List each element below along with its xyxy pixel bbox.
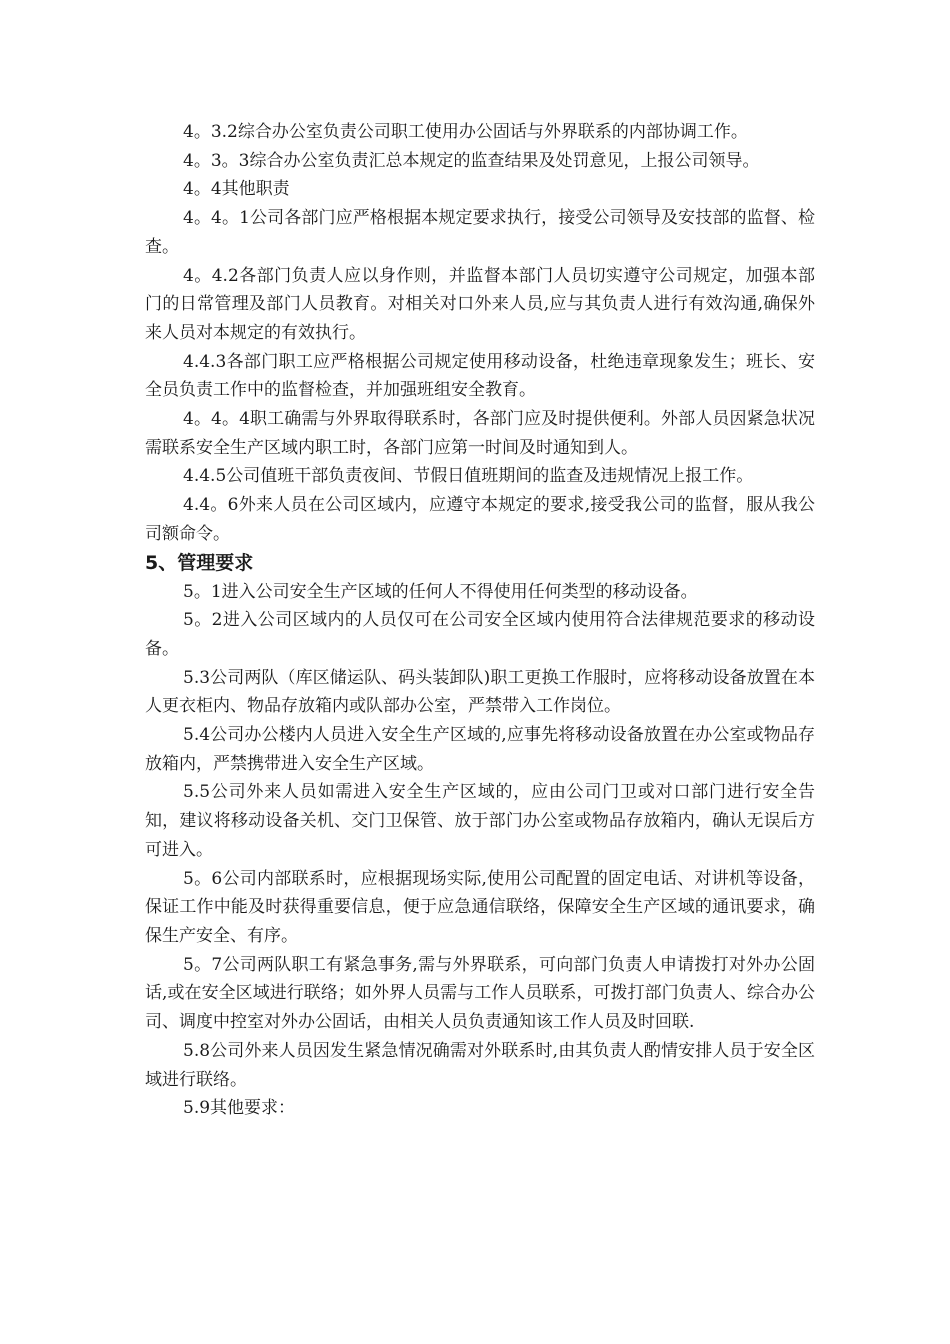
- paragraph-5-2: 5。2进入公司区域内的人员仅可在公司安全区域内使用符合法律规范要求的移动设备。: [145, 610, 815, 659]
- document-page: [145, 118, 815, 1123]
- paragraph-4-4-4: 4。4。4职工确需与外界取得联系时，各部门应及时提供便利。外部人员因紧急状况需联系安全生产区域内职工时，各部门应第一时间及时通知到人。: [145, 409, 815, 458]
- paragraph-5-6: 5。6公司内部联系时，应根据现场实际,使用公司配置的固定电话、对讲机等设备，保证工作中能及时获得重要信息，便于应急通信联络，保障安全生产区域的通讯要求，确保生产安全、有序。: [145, 868, 815, 946]
- paragraph-5-3: 5.3公司两队（库区储运队、码头装卸队)职工更换工作服时，应将移动设备放置在本人更衣柜内、物品存放箱内或队部办公室，严禁带入工作岗位。: [145, 667, 815, 717]
- paragraph-4-3-3: 4。3。3综合办公室负责汇总本规定的监查结果及处罚意见，上报公司领导。: [183, 150, 760, 171]
- section-heading-management-requirements: 5、管理要求: [145, 551, 254, 574]
- paragraph-5-4: 5.4公司办公楼内人员进入安全生产区域的,应事先将移动设备放置在办公室或物品存放箱内，严禁携带进入安全生产区域。: [145, 725, 815, 774]
- paragraph-5-5: 5.5公司外来人员如需进入安全生产区域的，应由公司门卫或对口部门进行安全告知，建议将移动设备关机、交门卫保管、放于部门办公室或物品存放箱内，确认无误后方可进入。: [145, 782, 815, 860]
- paragraph-4-4-2: 4。4.2各部门负责人应以身作则，并监督本部门人员切实遵守公司规定，加强本部门的日常管理及部门人员教育。对相关对口外来人员,应与其负责人进行有效沟通,确保外来人员对本规定的有效执行。: [145, 265, 815, 343]
- paragraph-5-8: 5.8公司外来人员因发生紧急情况确需对外联系时,由其负责人酌情安排人员于安全区域进行联络。: [145, 1040, 815, 1090]
- paragraph-4-4-5: 4.4.5公司值班干部负责夜间、节假日值班期间的监查及违规情况上报工作。: [183, 466, 754, 487]
- paragraph-4-4-1: 4。4。1公司各部门应严格根据本规定要求执行，接受公司领导及安技部的监督、检查。: [145, 208, 815, 257]
- paragraph-4-4: 4。4其他职责: [183, 179, 290, 200]
- paragraph-4-3-2: 4。3.2综合办公室负责公司职工使用办公固话与外界联系的内部协调工作。: [183, 122, 748, 142]
- paragraph-5-9: 5.9其他要求：: [183, 1098, 296, 1119]
- paragraph-5-1: 5。1进入公司安全生产区域的任何人不得使用任何类型的移动设备。: [183, 581, 698, 602]
- paragraph-5-7: 5。7公司两队职工有紧急事务,需与外界联系，可向部门负责人申请拨打对外办公固话,或在安全区域进行联络；如外界人员需与工作人员联系，可拨打部门负责人、综合办公司、调度中控室对外办公固话，由相关人员负责通知该工作人员及时回联.: [145, 954, 815, 1033]
- paragraph-4-4-3: 4.4.3各部门职工应严格根据公司规定使用移动设备，杜绝违章现象发生；班长、安全员负责工作中的监督检查，并加强班组安全教育。: [145, 351, 815, 401]
- paragraph-4-4-6: 4.4。6外来人员在公司区域内，应遵守本规定的要求,接受我公司的监督，服从我公司额命令。: [145, 495, 815, 544]
